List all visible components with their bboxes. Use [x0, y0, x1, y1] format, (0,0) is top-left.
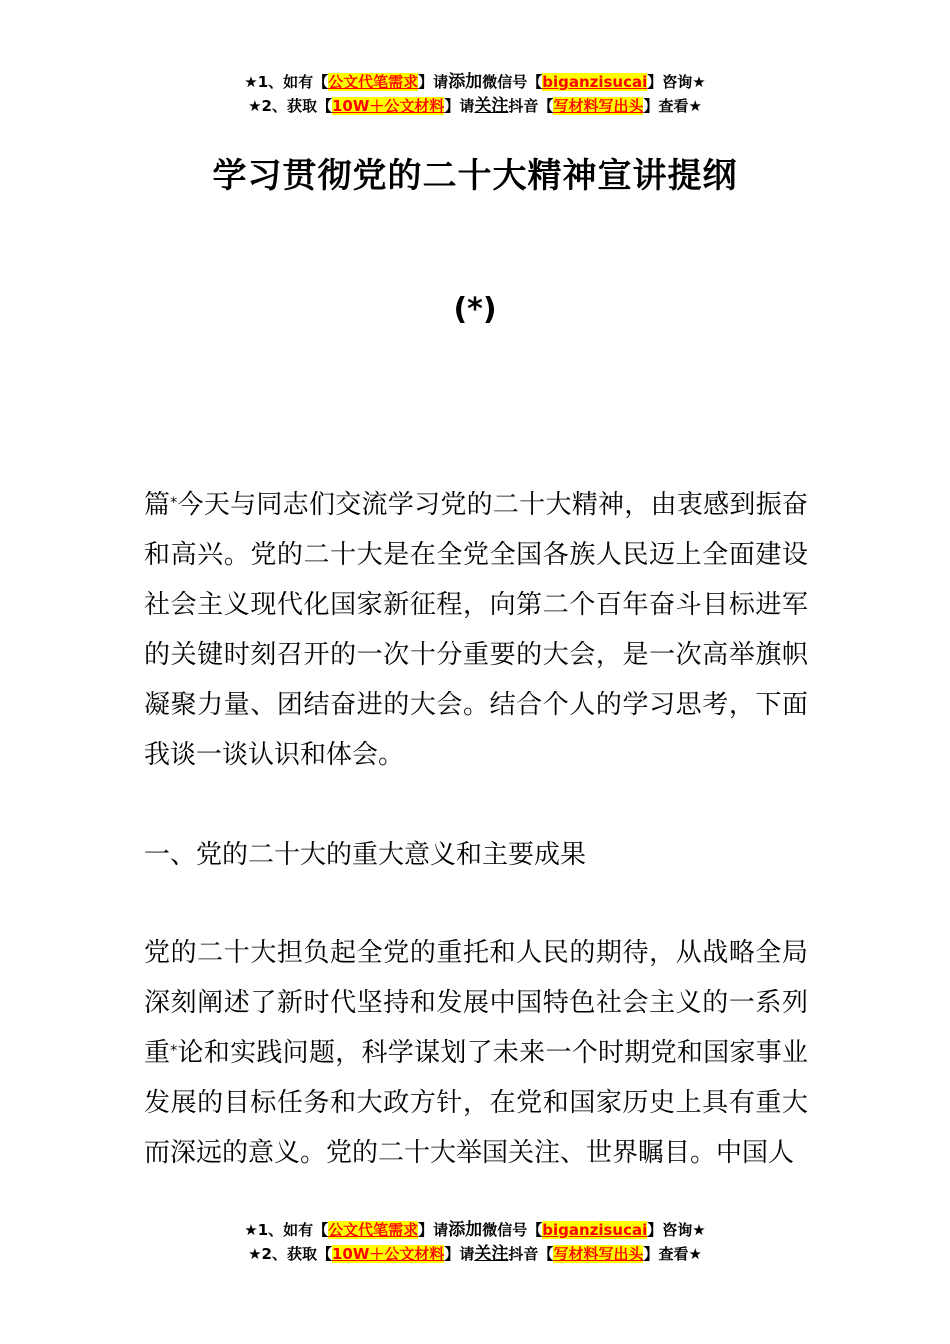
materials-highlight: 10W＋公文材料 [331, 97, 445, 115]
banner-text: ★2、获取【 [248, 1245, 332, 1263]
wechat-id-highlight: biganzisucai [542, 1221, 648, 1239]
banner-emphasis: 添加 [448, 72, 483, 92]
banner-text: 】咨询★ [647, 1221, 706, 1239]
banner-emphasis: 关注 [474, 1244, 509, 1264]
banner-text: 】请 [418, 1221, 449, 1239]
paragraph-text: 篇 [144, 490, 171, 520]
service-highlight: 公文代笔需求 [328, 1221, 419, 1239]
section-heading: 一、党的二十大的重大意义和主要成果 [144, 840, 587, 870]
banner-text: 】查看★ [643, 1245, 702, 1263]
document-subtitle: (*) [453, 292, 497, 327]
paragraph-text: 党的二十大担负起全党的重托和人民的期待，从战略全局深刻阐述了新时代坚持和发展中国特色社会主义的一系列重 [144, 938, 808, 1068]
banner-text: 】请 [444, 97, 475, 115]
redaction-mark: * [170, 495, 178, 511]
intro-paragraph [144, 480, 808, 780]
banner-text: 抖音【 [508, 1245, 554, 1263]
banner-text: 微信号【 [482, 73, 543, 91]
wechat-id-highlight: biganzisucai [542, 73, 648, 91]
banner-text: 】查看★ [643, 97, 702, 115]
header-banner-line-2 [0, 94, 950, 118]
footer-banner-line-2 [0, 1242, 950, 1266]
banner-text: ★2、获取【 [248, 97, 332, 115]
materials-highlight: 10W＋公文材料 [331, 1245, 445, 1263]
banner-text: 抖音【 [508, 97, 554, 115]
service-highlight: 公文代笔需求 [328, 73, 419, 91]
section-paragraph [144, 928, 808, 1178]
footer-banner [0, 1218, 950, 1266]
banner-text: 】请 [444, 1245, 475, 1263]
header-banner [0, 70, 950, 118]
banner-text: 】请 [418, 73, 449, 91]
banner-emphasis: 关注 [474, 96, 509, 116]
douyin-account-highlight: 写材料写出头 [553, 97, 644, 115]
banner-text: 】咨询★ [647, 73, 706, 91]
banner-text: 微信号【 [482, 1221, 543, 1239]
banner-emphasis: 添加 [448, 1220, 483, 1240]
paragraph-text: 今天与同志们交流学习党的二十大精神，由衷感到振奋和高兴。党的二十大是在全党全国各族人民迈上全面建设社会主义现代化国家新征程，向第二个百年奋斗目标进军的关键时刻召开的一次十分重要的大会，是一次高举旗帜凝聚力量、团结奋进的大会。结合个人的学习思考，下面我谈一谈认识和体会。 [144, 490, 808, 770]
paragraph-text: 论和实践问题，科学谋划了未来一个时期党和国家事业发展的目标任务和大政方针，在党和国家历史上具有重大而深远的意义。党的二十大举国关注、世界瞩目。中国人 [144, 1038, 808, 1168]
redaction-mark: * [170, 1043, 178, 1059]
footer-banner-line-1 [0, 1218, 950, 1242]
banner-text: ★1、如有【 [244, 73, 329, 91]
banner-text: ★1、如有【 [244, 1221, 329, 1239]
document-title: 学习贯彻党的二十大精神宣讲提纲 [212, 156, 738, 196]
douyin-account-highlight: 写材料写出头 [553, 1245, 644, 1263]
header-banner-line-1 [0, 70, 950, 94]
